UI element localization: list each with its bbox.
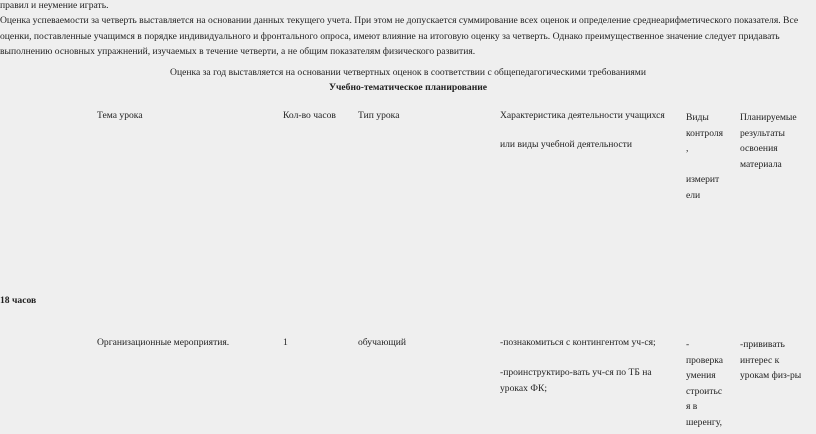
header-control: Виды контроля , измерит ели [686,112,724,201]
row1-topic: Организационные мероприятия. [97,337,230,348]
intro-line: правил и неумение играть. [0,0,109,11]
header-topic: Тема урока [97,110,143,121]
section-title: Учебно-тематическое планирование [328,82,488,93]
header-hours: Кол-во часов [283,110,336,121]
header-type: Тип урока [358,110,400,121]
intro-paragraph: Оценка успеваемости за четверть выставляется на основании данных текущего учета. При этом не допускается суммирование всех оценок и определение среднеарифметического показателя. Все оценки, поставленные учащимся в порядке индивидуального и фронтального опроса, имеют влияние на итоговую оценку за четверть. Однако преимущественное значение следует придавать выполнению основных упражнений, изучаемых в течение четверти, а не общим показателям физического развития. [0,15,799,57]
row1-control: - проверка умения строитьс я в шеренгу, [686,339,724,428]
row1-activity-1: -познакомиться с контингентом уч-ся; [500,337,656,348]
row1-type: обучающий [358,337,407,348]
header-activity: Характеристика деятельности учащихся [500,110,665,121]
row1-activity-2: -проинструктиро-вать уч-ся по ТБ на уроках ФК; [500,367,652,394]
header-results: Планируемые результаты освоения материала [740,112,797,170]
section-hours: 18 часов [0,295,37,306]
year-grade-note: Оценка за год выставляется на основании четвертных оценок в соответствии с общепедагогическими требованиями [170,67,646,78]
row1-hours: 1 [283,337,288,348]
row1-results: -прививать интерес к урокам физ-ры [740,339,802,381]
header-activity-alt: или виды учебной деятельности [500,139,632,150]
